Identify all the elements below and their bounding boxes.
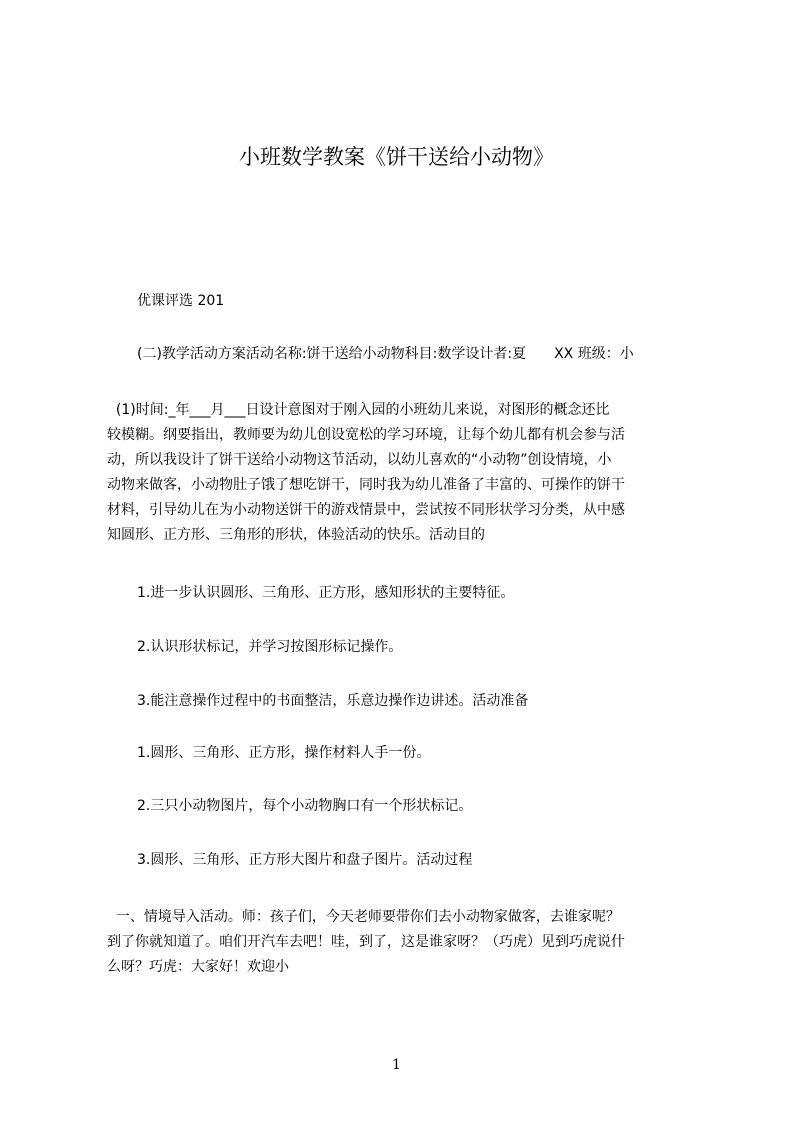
process-line: 么呀？巧虎：大家好！欢迎小 xyxy=(107,959,289,975)
preparation-item: 2.三只小动物图片，每个小动物胸口有一个形状标记。 xyxy=(137,798,473,814)
preparation-item: 3.圆形、三角形、正方形大图片和盘子图片。活动过程 xyxy=(137,852,473,868)
subtitle-line: 优课评选 201 xyxy=(137,293,225,309)
page-title: 小班数学教案《饼干送给小动物》 xyxy=(239,145,554,169)
intro-paragraph xyxy=(107,398,707,548)
process-line: 到了你就知道了。咱们开汽车去吧！哇，到了，这是谁家呀？（巧虎）见到巧虎说什 xyxy=(107,934,625,950)
process-line: 一、情境导入活动。师：孩子们，今天老师要带你们去小动物家做客，去谁家呢？ xyxy=(107,909,620,925)
meta-line: (二)教学活动方案活动名称:饼干送给小动物科目:数学设计者:夏 XX 班级：小 xyxy=(137,346,634,362)
page-number: 1 xyxy=(392,1057,401,1073)
goal-item: 1.进一步认识圆形、三角形、正方形，感知形状的主要特征。 xyxy=(137,585,515,601)
goal-item: 2.认识形状标记，并学习按图形标记操作。 xyxy=(137,639,403,655)
intro-line: 较模糊。纲要指出，教师要为幼儿创设宽松的学习环境，让每个幼儿都有机会参与活 xyxy=(107,427,625,443)
process-paragraph xyxy=(107,905,707,980)
intro-line: (1)时间:_年___月___日设计意图对于刚入园的小班幼儿来说，对图形的概念还比 xyxy=(107,402,610,418)
intro-line: 动物来做客，小动物肚子饿了想吃饼干，同时我为幼儿准备了丰富的、可操作的饼干 xyxy=(107,477,625,493)
preparation-item: 1.圆形、三角形、正方形，操作材料人手一份。 xyxy=(137,745,431,761)
intro-line: 动，所以我设计了饼干送给小动物这节活动，以幼儿喜欢的“小动物”创设情境，小 xyxy=(107,452,612,468)
intro-line: 知圆形、正方形、三角形的形状，体验活动的快乐。活动目的 xyxy=(107,527,485,543)
intro-line: 材料，引导幼儿在为小动物送饼干的游戏情景中，尝试按不同形状学习分类，从中感 xyxy=(107,502,625,518)
goal-item: 3.能注意操作过程中的书面整洁，乐意边操作边讲述。活动准备 xyxy=(137,693,529,709)
